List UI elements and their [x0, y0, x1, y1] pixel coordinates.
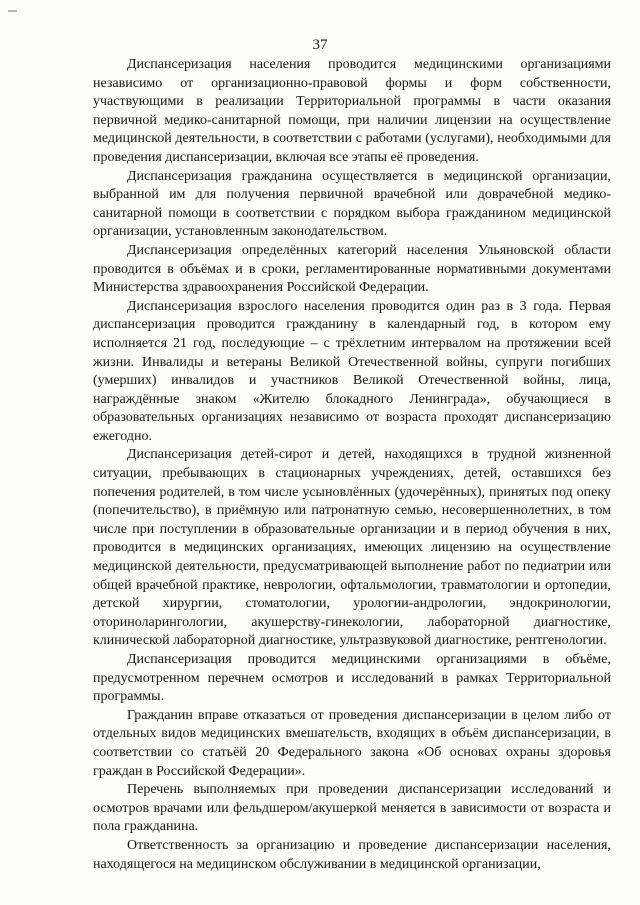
paragraph: Диспансеризация населения проводится медицинскими организациями независимо от организационно-правовой формы и форм собственности, участвующими в реализации Территориальной программы в части оказания первичной медико-санитарной помощи, при наличии лицензии на осуществление медицинской деятельности, в соответствии с работами (услугами), необходимыми для проведения диспансеризации, включая все этапы её проведения.	[93, 57, 611, 165]
scan-artifact	[14, 10, 17, 12]
paragraph: Диспансеризация проводится медицинскими организациями в объёме, предусмотренном перечнем осмотров и исследований в рамках Территориальной программы.	[93, 652, 611, 705]
paragraph: Диспансеризация детей-сирот и детей, находящихся в трудной жизненной ситуации, пребывающих в стационарных учреждениях, детей, оставшихся без попечения родителей, в том числе усыновлённых (удочерённых), принятых под опеку (попечительство), в приёмную или патронатную семью, несовершеннолетних, в том числе при поступлении в образовательные организации и в период обучения в них, проводится в медицинских организациях, имеющих лицензию на осуществление медицинской деятельности, предусматривающей выполнение работ по педиатрии или общей врачебной практике, неврологии, офтальмологии, травматологии и ортопедии, детской хирургии, стоматологии, урологии-андрологии, эндокринологии, оториноларингологии, акушерству-гинекологии, лабораторной диагностике, клинической лабораторной диагностике, ультразвуковой диагностике, рентгенологии.	[93, 447, 611, 649]
paragraph: Ответственность за организацию и проведение диспансеризации населения, находящегося на медицинском обслуживании в медицинской организации,	[93, 837, 611, 872]
paragraph: Гражданин вправе отказаться от проведения диспансеризации в целом либо от отдельных видов медицинских вмешательств, входящих в объём диспансеризации, в соответствии со статьёй 20 Федерального закона «Об основах охраны здоровья граждан в Российской Федерации».	[93, 707, 611, 779]
paragraph: Диспансеризация взрослого населения проводится один раз в 3 года. Первая диспансеризация проводится гражданину в календарный год, в котором ему исполняется 21 год, последующие – с трёхлетним интервалом на протяжении всей жизни. Инвалиды и ветераны Великой Отечественной войны, супруги погибших (умерших) инвалидов и участников Великой Отечественной войны, лица, награждённые знаком «Жителю блокадного Ленинграда», обучающиеся в образовательных организациях независимо от возраста проходят диспансеризацию ежегодно.	[93, 298, 611, 444]
paragraph: Перечень выполняемых при проведении диспансеризации исследований и осмотров врачами или фельдшером/акушеркой меняется в зависимости от возраста и пола гражданина.	[93, 782, 611, 835]
page-number: 37	[312, 37, 328, 53]
paragraph: Диспансеризация гражданина осуществляется в медицинской организации, выбранной им для получения первичной врачебной или доврачебной медико-санитарной помощи в соответствии с порядком выбора гражданином медицинской организации, установленным законодательством.	[93, 168, 611, 240]
body-text	[93, 56, 611, 874]
paragraph: Диспансеризация определённых категорий населения Ульяновской области проводится в объёмах и в сроки, регламентированные нормативными документами Министерства здравоохранения Российской Федерации.	[93, 242, 611, 296]
